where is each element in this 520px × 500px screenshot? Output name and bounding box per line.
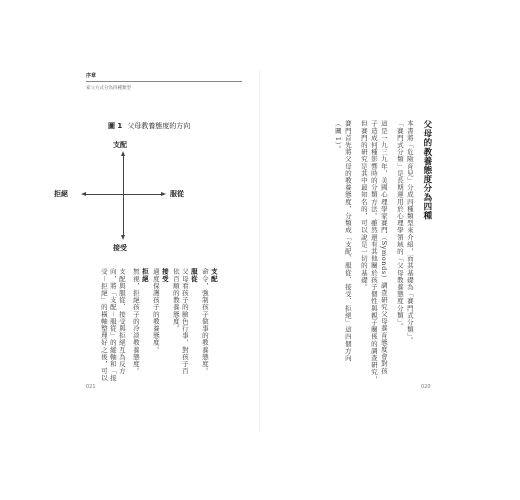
page-number: 021: [86, 384, 96, 390]
body-column: 子造成何種影響時的分類方法。雖然還有其他關於孩子個性與親子關係的調查研究，: [369, 120, 378, 383]
horizontal-axis: [85, 194, 161, 195]
page-number: 020: [421, 384, 431, 390]
running-head-rule: [86, 81, 242, 82]
body-column: 向，將「支配－服從」的縱軸和「接: [108, 268, 117, 382]
figure-number: 圖 1: [108, 122, 123, 130]
term-rejection: 拒絕: [140, 268, 149, 283]
def-rejection: 無視，拒絕孩子的冷淡教養態度。: [131, 268, 140, 375]
term-acceptance: 接受: [160, 268, 169, 283]
body-column: 「賽門式分類」是長期運用於心理學領域的「父母教養態度分類」。: [395, 120, 404, 330]
arrow-left-icon: [81, 192, 86, 196]
def-acceptance: 適度保護孩子的教養態度。: [151, 268, 160, 354]
label-acceptance: 接受: [113, 244, 127, 252]
vertical-axis: [123, 155, 124, 235]
gutter: [259, 70, 260, 430]
body-column: 這是一九三九年，美國心理學家賽門（Symonds）調查研究父母養育態度會對孩: [379, 120, 388, 375]
body-column: 本書將「危險育兒」分成四種類型來介紹，而其基礎為「賽門式分類」。: [405, 120, 414, 344]
label-rejection: 拒絕: [54, 190, 68, 198]
def-submission-1: 父母看孩子的臉色行事，對孩子百: [180, 268, 189, 375]
body-column: 支配與服從、接受與拒絕互為反方: [117, 268, 126, 375]
body-column: 賽門首先將父母的教養態度，分類成「支配、服從、接受、拒絕」這四個方向: [343, 120, 352, 362]
term-submission: 服從: [189, 268, 198, 283]
arrow-right-icon: [161, 192, 166, 196]
body-column: （圖 1）。: [333, 120, 342, 153]
label-dominance: 支配: [113, 141, 127, 149]
arrow-up-icon: [121, 151, 125, 156]
def-dominance: 命令，強制孩子做事的教養態度。: [200, 268, 209, 375]
arrow-down-icon: [121, 235, 125, 240]
section-heading: 父母的教養態度分為四種: [421, 120, 432, 221]
body-column: 但賽門的研究是其中最知名的，可以說是一切的基礎。: [359, 120, 368, 291]
label-submission: 服從: [170, 190, 184, 198]
running-head: 序章: [86, 73, 97, 79]
figure-title: 父母教養態度的方向: [127, 122, 191, 130]
def-submission-2: 依百順的教養態度。: [171, 268, 180, 332]
body-column: 受－拒絕」的橫軸整理好之後，可以: [99, 268, 108, 382]
figure-caption: [108, 121, 190, 131]
running-subtitle: 家父方式分為四種類型: [86, 86, 131, 91]
term-dominance: 支配: [209, 268, 218, 283]
